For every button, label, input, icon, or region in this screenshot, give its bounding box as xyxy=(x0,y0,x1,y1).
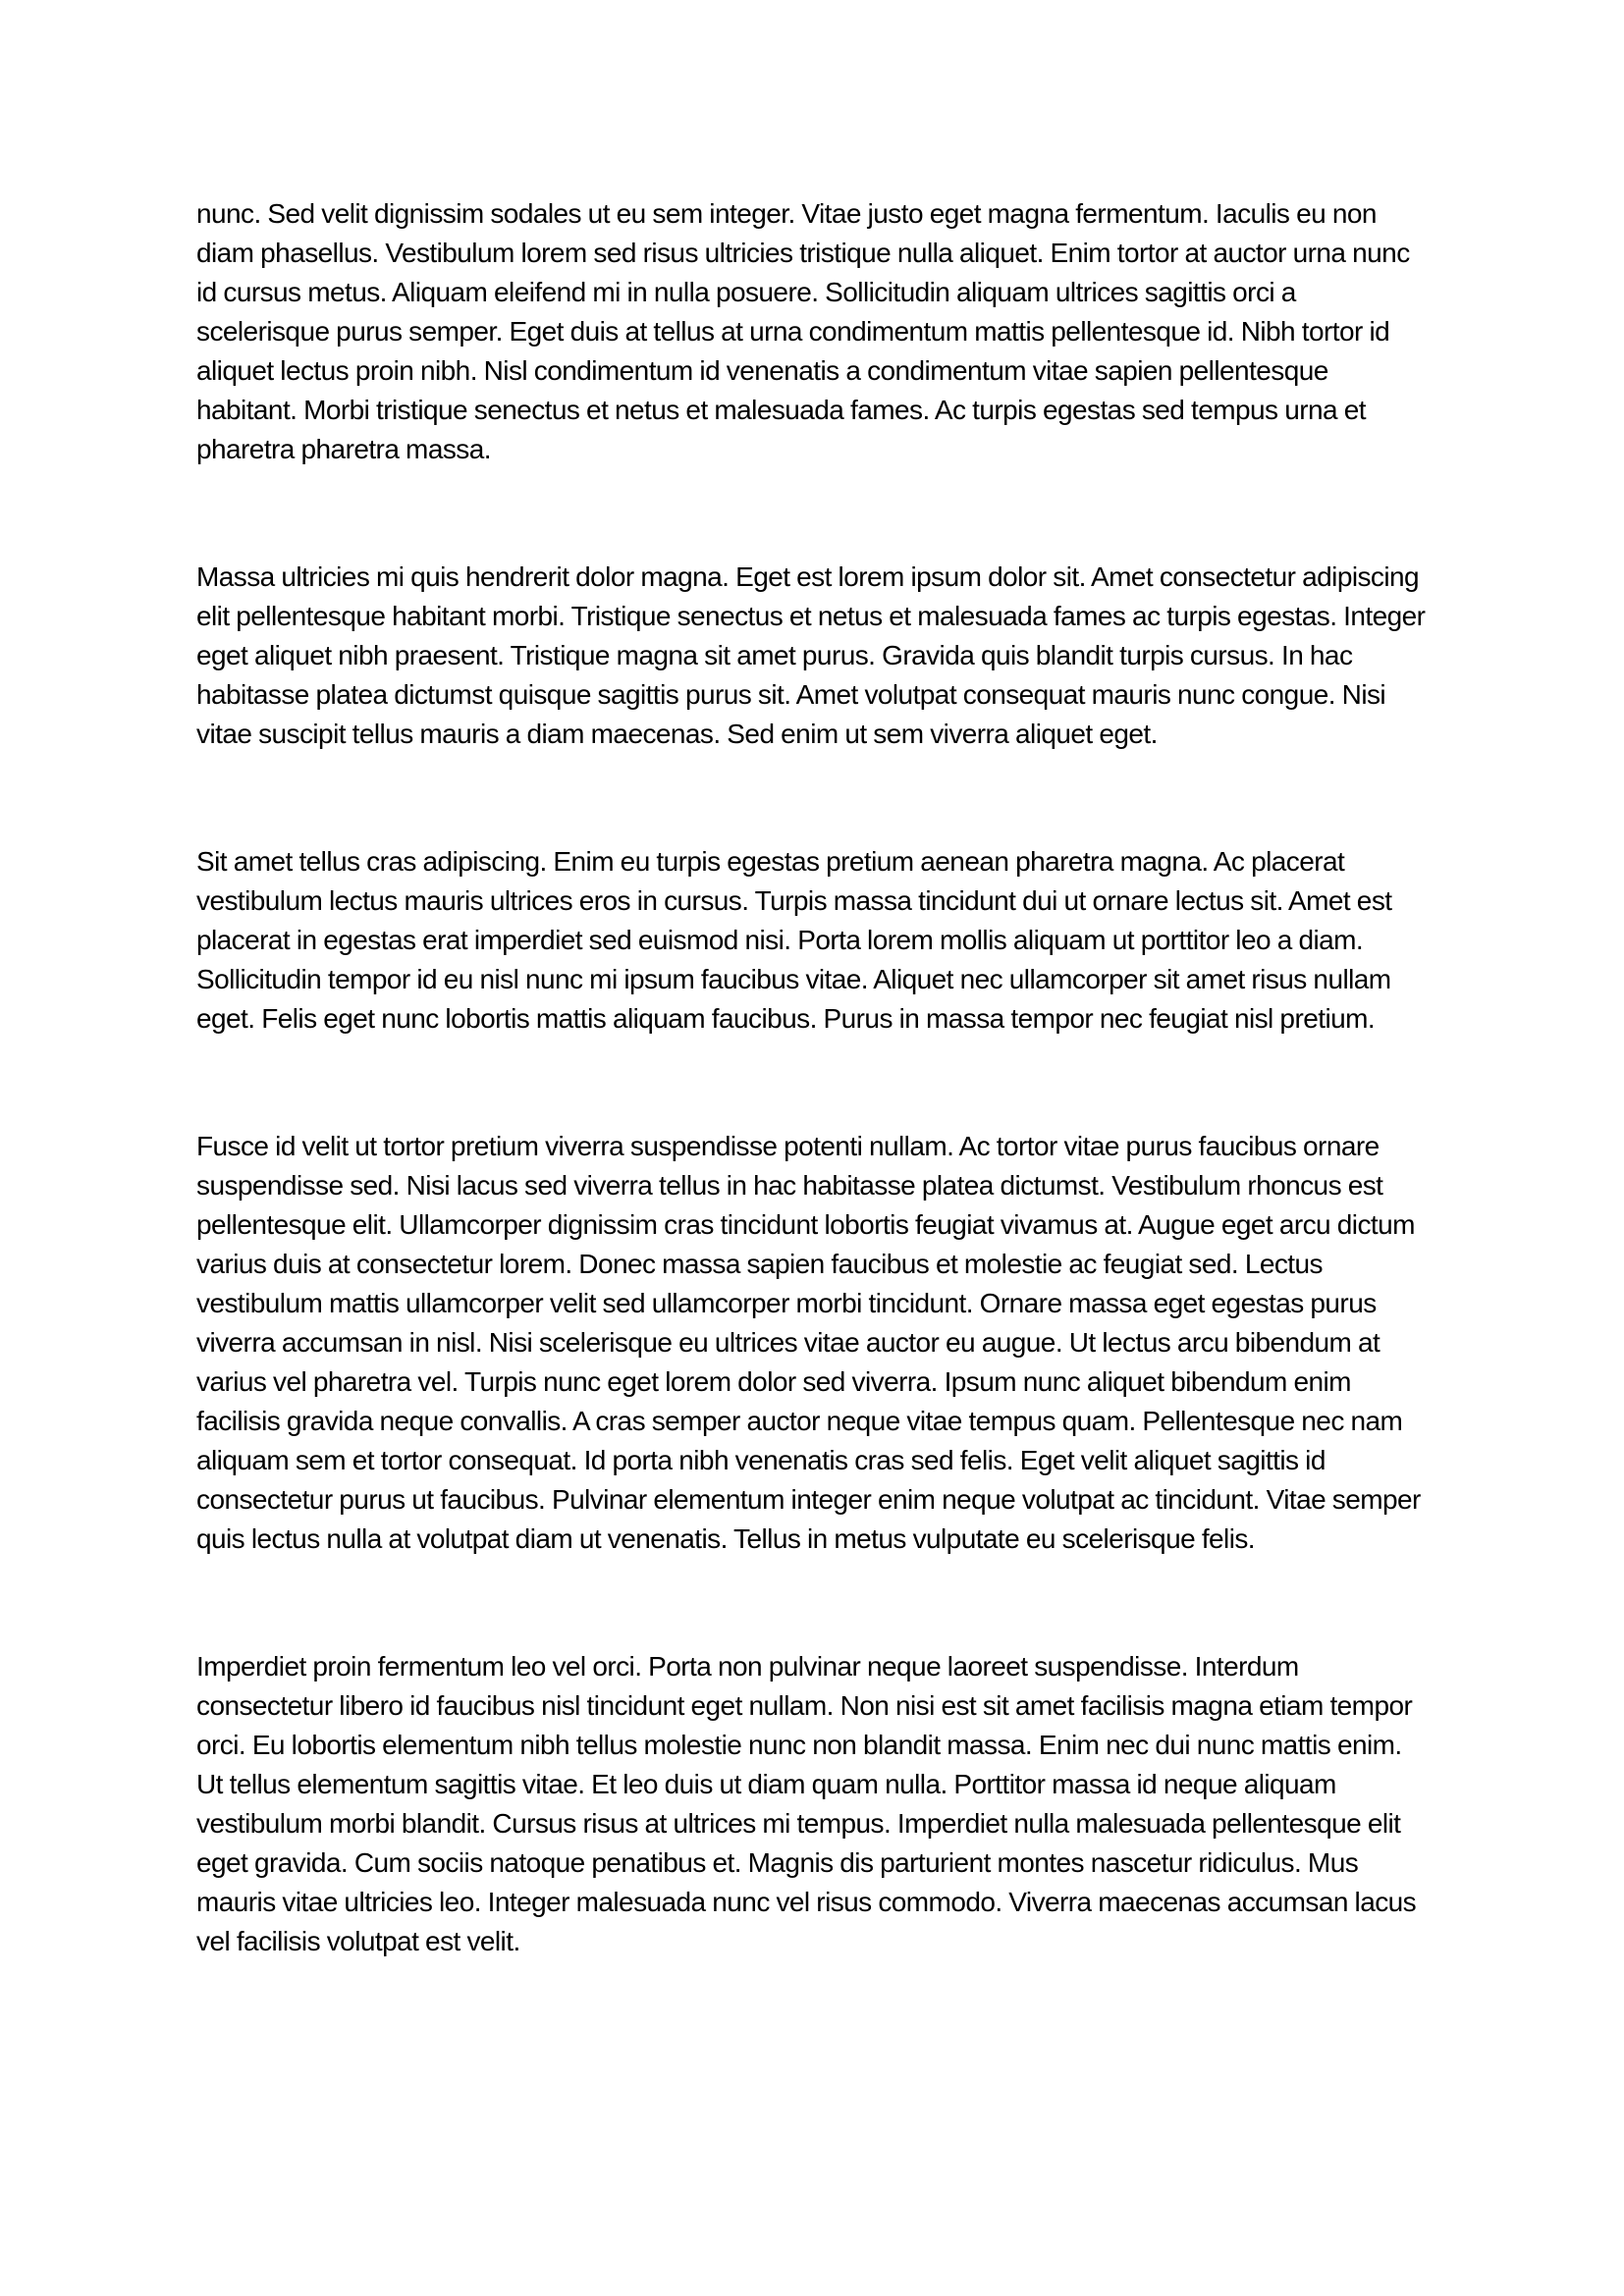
document-text-column xyxy=(196,194,1428,1961)
paragraph-5: Imperdiet proin fermentum leo vel orci. Porta non pulvinar neque laoreet suspendisse. Interdum consectetur libero id faucibus nisl tincidunt eget nullam. Non nisi est sit amet facilisis magna etiam tempor orci. Eu lobortis elementum nibh tellus molestie nunc non blandit massa. Enim nec dui nunc mattis enim. Ut tellus elementum sagittis vitae. Et leo duis ut diam quam nulla. Porttitor massa id neque aliquam vestibulum morbi blandit. Cursus risus at ultrices mi tempus. Imperdiet nulla malesuada pellentesque elit eget gravida. Cum sociis natoque penatibus et. Magnis dis parturient montes nascetur ridiculus. Mus mauris vitae ultricies leo. Integer malesuada nunc vel risus commodo. Viverra maecenas accumsan lacus vel facilisis volutpat est velit. xyxy=(196,1651,1417,1956)
paragraph-3: Sit amet tellus cras adipiscing. Enim eu turpis egestas pretium aenean pharetra magna. Ac placerat vestibulum lectus mauris ultrices eros in cursus. Turpis massa tincidunt dui ut ornare lectus sit. Amet est placerat in egestas erat imperdiet sed euismod nisi. Porta lorem mollis aliquam ut porttitor leo a diam. Sollicitudin tempor id eu nisl nunc mi ipsum faucibus vitae. Aliquet nec ullamcorper sit amet risus nullam eget. Felis eget nunc lobortis mattis aliquam faucibus. Purus in massa tempor nec feugiat nisl pretium. xyxy=(196,846,1392,1034)
paragraph-4: Fusce id velit ut tortor pretium viverra suspendisse potenti nullam. Ac tortor vitae purus faucibus ornare suspendisse sed. Nisi lacus sed viverra tellus in hac habitasse platea dictumst. Vestibulum rhoncus est pellentesque elit. Ullamcorper dignissim cras tincidunt lobortis feugiat vivamus at. Augue eget arcu dictum varius duis at consectetur lorem. Donec massa sapien faucibus et molestie ac feugiat sed. Lectus vestibulum mattis ullamcorper velit sed ullamcorper morbi tincidunt. Ornare massa eget egestas purus viverra accumsan in nisl. Nisi scelerisque eu ultrices vitae auctor eu augue. Ut lectus arcu bibendum at varius vel pharetra vel. Turpis nunc eget lorem dolor sed viverra. Ipsum nunc aliquet bibendum enim facilisis gravida neque convallis. A cras semper auctor neque vitae tempus quam. Pellentesque nec nam aliquam sem et tortor consequat. Id porta nibh venenatis cras sed felis. Eget velit aliquet sagittis id consectetur purus ut faucibus. Pulvinar elementum integer enim neque volutpat ac tincidunt. Vitae semper quis lectus nulla at volutpat diam ut venenatis. Tellus in metus vulputate eu scelerisque felis. xyxy=(196,1131,1421,1554)
paragraph-1: nunc. Sed velit dignissim sodales ut eu sem integer. Vitae justo eget magna fermentum. Iaculis eu non diam phasellus. Vestibulum lorem sed risus ultricies tristique nulla aliquet. Enim tortor at auctor urna nunc id cursus metus. Aliquam eleifend mi in nulla posuere. Sollicitudin aliquam ultrices sagittis orci a scelerisque purus semper. Eget duis at tellus at urna condimentum mattis pellentesque id. Nibh tortor id aliquet lectus proin nibh. Nisl condimentum id venenatis a condimentum vitae sapien pellentesque habitant. Morbi tristique senectus et netus et malesuada fames. Ac turpis egestas sed tempus urna et pharetra pharetra massa. xyxy=(196,198,1410,464)
paragraph-2: Massa ultricies mi quis hendrerit dolor magna. Eget est lorem ipsum dolor sit. Amet consectetur adipiscing elit pellentesque habitant morbi. Tristique senectus et netus et malesuada fames ac turpis egestas. Integer eget aliquet nibh praesent. Tristique magna sit amet purus. Gravida quis blandit turpis cursus. In hac habitasse platea dictumst quisque sagittis purus sit. Amet volutpat consequat mauris nunc congue. Nisi vitae suscipit tellus mauris a diam maecenas. Sed enim ut sem viverra aliquet eget. xyxy=(196,561,1426,749)
